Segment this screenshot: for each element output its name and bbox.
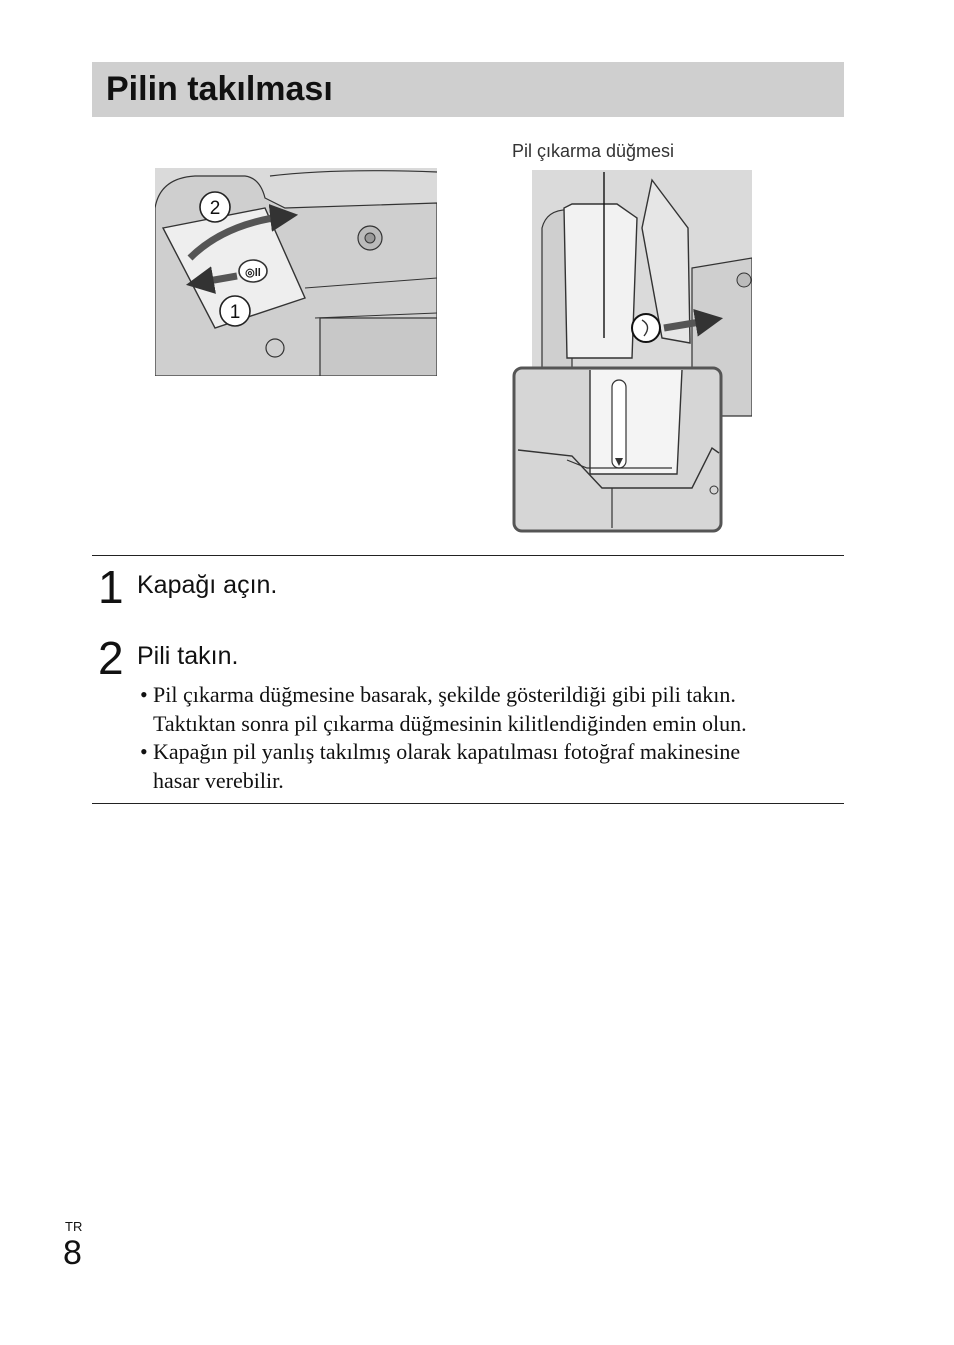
note-line: hasar verebilir. — [153, 767, 284, 793]
bullet-dot: • — [140, 739, 148, 764]
marker-1 — [220, 296, 250, 326]
bullet-dot: • — [140, 682, 148, 707]
step-1-title: Kapağı açın. — [137, 571, 278, 599]
note-line: Pil çıkarma düğmesine basarak, şekilde gösterildiği gibi pili takın. — [153, 682, 736, 707]
open-cover-illustration — [155, 168, 437, 376]
note-line: Taktıktan sonra pil çıkarma düğmesinin kilitlendiğinden emin olun. — [153, 710, 747, 736]
page-number: 8 — [63, 1234, 82, 1272]
note-item — [138, 681, 838, 738]
note-line: Kapağın pil yanlış takılmış olarak kapatılması fotoğraf makinesine — [153, 739, 741, 764]
page-title: Pilin takılması — [106, 70, 333, 108]
divider-top — [92, 555, 844, 556]
svg-text:1: 1 — [229, 302, 241, 323]
step-1-number: 1 — [98, 561, 124, 613]
divider-bottom — [92, 803, 844, 804]
marker-2 — [200, 192, 230, 222]
step-2-notes — [138, 681, 838, 795]
battery-release-callout-label: Pil çıkarma düğmesi — [512, 141, 675, 161]
section-header — [92, 62, 844, 117]
note-item — [138, 738, 838, 795]
cover-mark: ◎ll — [245, 267, 261, 279]
svg-text:2: 2 — [209, 198, 221, 219]
insert-battery-illustration — [512, 168, 752, 534]
language-code: TR — [65, 1219, 83, 1234]
step-2-number: 2 — [98, 632, 124, 684]
step-2-title: Pili takın. — [137, 642, 239, 670]
